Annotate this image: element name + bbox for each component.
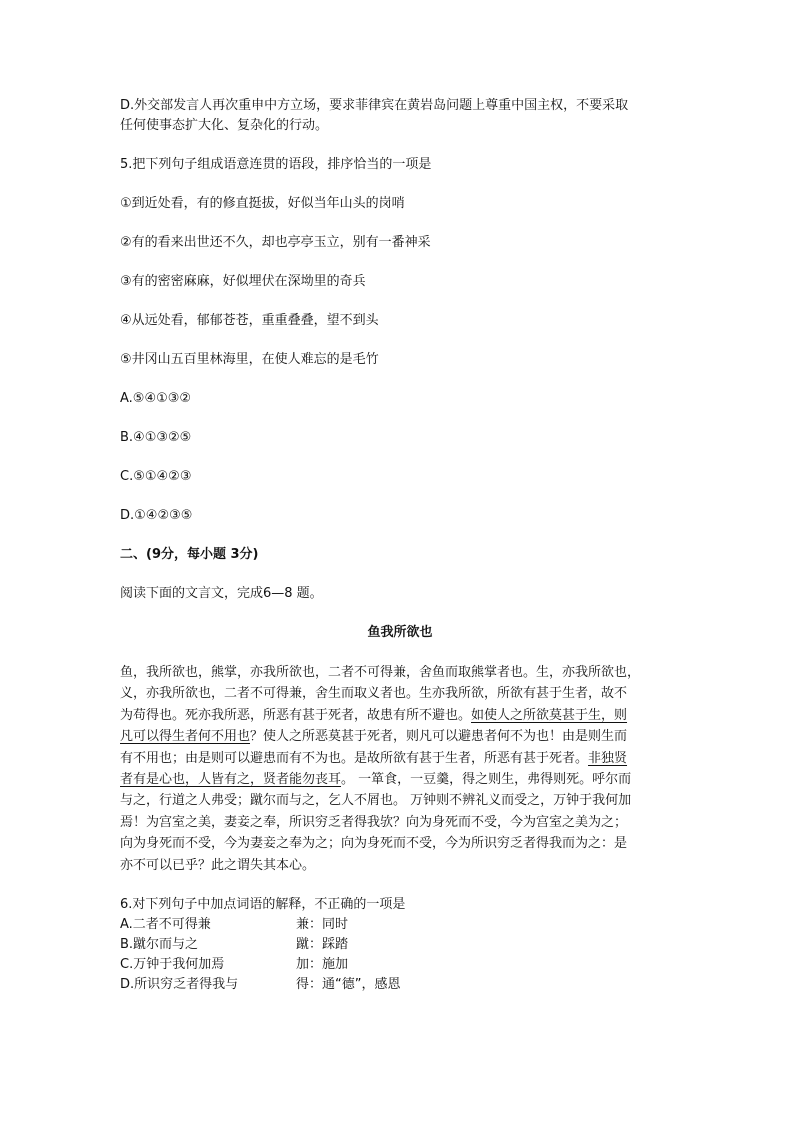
q6-option-a (120, 915, 680, 935)
passage-text: 为苟得也。死亦我所恶，所恶有甚于死者，故患有所不避也。 (120, 707, 472, 723)
classical-passage (120, 662, 680, 876)
q5-sentence-4: ④从远处看，郁郁苍苍，重重叠叠，望不到头 (120, 313, 379, 328)
option-explanation: 蹴：踩踏 (296, 937, 349, 953)
passage-line: 焉！为宫室之美，妻妾之奉，所识穷乏者得我欤？向为身死而不受，今为宫室之美为之； (120, 814, 628, 830)
q6-option-d (120, 975, 680, 995)
option-sentence: B.蹴尔而与之 (120, 937, 199, 953)
question-6 (120, 895, 680, 995)
q5-option-c: C.⑤①④②③ (120, 469, 192, 484)
underlined-text: 非独贤 (588, 750, 628, 766)
passage-text: 。 一箪食，一豆羹，得之则生，弗得则死。呼尔而 (341, 772, 632, 788)
passage-line: 向为身死而不受，今为妻妾之奉为之；向为身死而不受，今为所识穷乏者得我而为之：是 (120, 836, 628, 852)
option-sentence: C.万钟于我何加焉 (120, 957, 225, 973)
passage-text: ？使人之所恶莫甚于死者，则凡可以避患者何不为也！由是则生而 (250, 729, 628, 745)
passage-line (120, 748, 680, 769)
section-2-heading: 二、(9分，每小题 3分) (120, 547, 259, 562)
passage-line (120, 769, 680, 790)
exam-page (120, 96, 680, 995)
option-sentence: A.二者不可得兼 (120, 917, 211, 933)
passage-text: 有不用也；由是则可以避患而有不为也。是故所欲有甚于生者，所恶有甚于死者。 (120, 750, 589, 766)
passage-line: 亦不可以已乎？此之谓失其本心。 (120, 857, 316, 873)
q5-option-d: D.①④②③⑤ (120, 508, 193, 523)
text-line: 任何使事态扩大化、复杂化的行动。 (120, 118, 329, 133)
q6-option-c (120, 955, 680, 975)
passage-line (120, 726, 680, 747)
text-line: D.外交部发言人再次重申中方立场，要求菲律宾在黄岩岛问题上尊重中国主权，不要采取 (120, 98, 629, 113)
section-2-instruction: 阅读下面的文言文，完成6—8 题。 (120, 586, 323, 601)
option-d-previous-question (120, 96, 680, 136)
passage-title: 鱼我所欲也 (367, 625, 433, 640)
underlined-text: 凡可以得生者何不用也 (120, 729, 251, 745)
passage-line (120, 705, 680, 726)
option-explanation: 兼：同时 (296, 917, 349, 933)
option-explanation: 得：通“德”，感恩 (296, 977, 401, 993)
question-5-stem: 5.把下列句子组成语意连贯的语段，排序恰当的一项是 (120, 157, 432, 172)
option-explanation: 加：施加 (296, 957, 349, 973)
passage-line: 鱼，我所欲也，熊掌，亦我所欲也，二者不可得兼，舍鱼而取熊掌者也。生，亦我所欲也， (120, 665, 641, 680)
underlined-text: 者有是心也，人皆有之，贤者能勿丧耳 (120, 772, 342, 788)
q6-option-b (120, 935, 680, 955)
q5-option-b: B.④①③②⑤ (120, 430, 192, 445)
option-sentence: D.所识穷乏者得我与 (120, 977, 239, 993)
passage-line: 义，亦我所欲也，二者不可得兼，舍生而取义者也。生亦我所欲，所欲有甚于生者，故不 (120, 686, 628, 702)
underlined-text: 如使人之所欲莫甚于生，则 (471, 707, 628, 723)
q5-sentence-5: ⑤井冈山五百里林海里，在使人难忘的是毛竹 (120, 352, 379, 367)
q5-sentence-3: ③有的密密麻麻，好似埋伏在深坳里的奇兵 (120, 274, 366, 289)
q5-sentence-2: ②有的看来出世还不久，却也亭亭玉立，别有一番神采 (120, 235, 431, 250)
question-6-stem: 6.对下列句子中加点词语的解释，不正确的一项是 (120, 897, 406, 913)
q5-sentence-1: ①到近处看，有的修直挺拔，好似当年山头的岗哨 (120, 196, 405, 211)
passage-line: 与之，行道之人弗受；蹴尔而与之，乞人不屑也。 万钟则不辨礼义而受之，万钟于我何加 (120, 793, 632, 809)
q5-option-a: A.⑤④①③② (120, 391, 192, 406)
